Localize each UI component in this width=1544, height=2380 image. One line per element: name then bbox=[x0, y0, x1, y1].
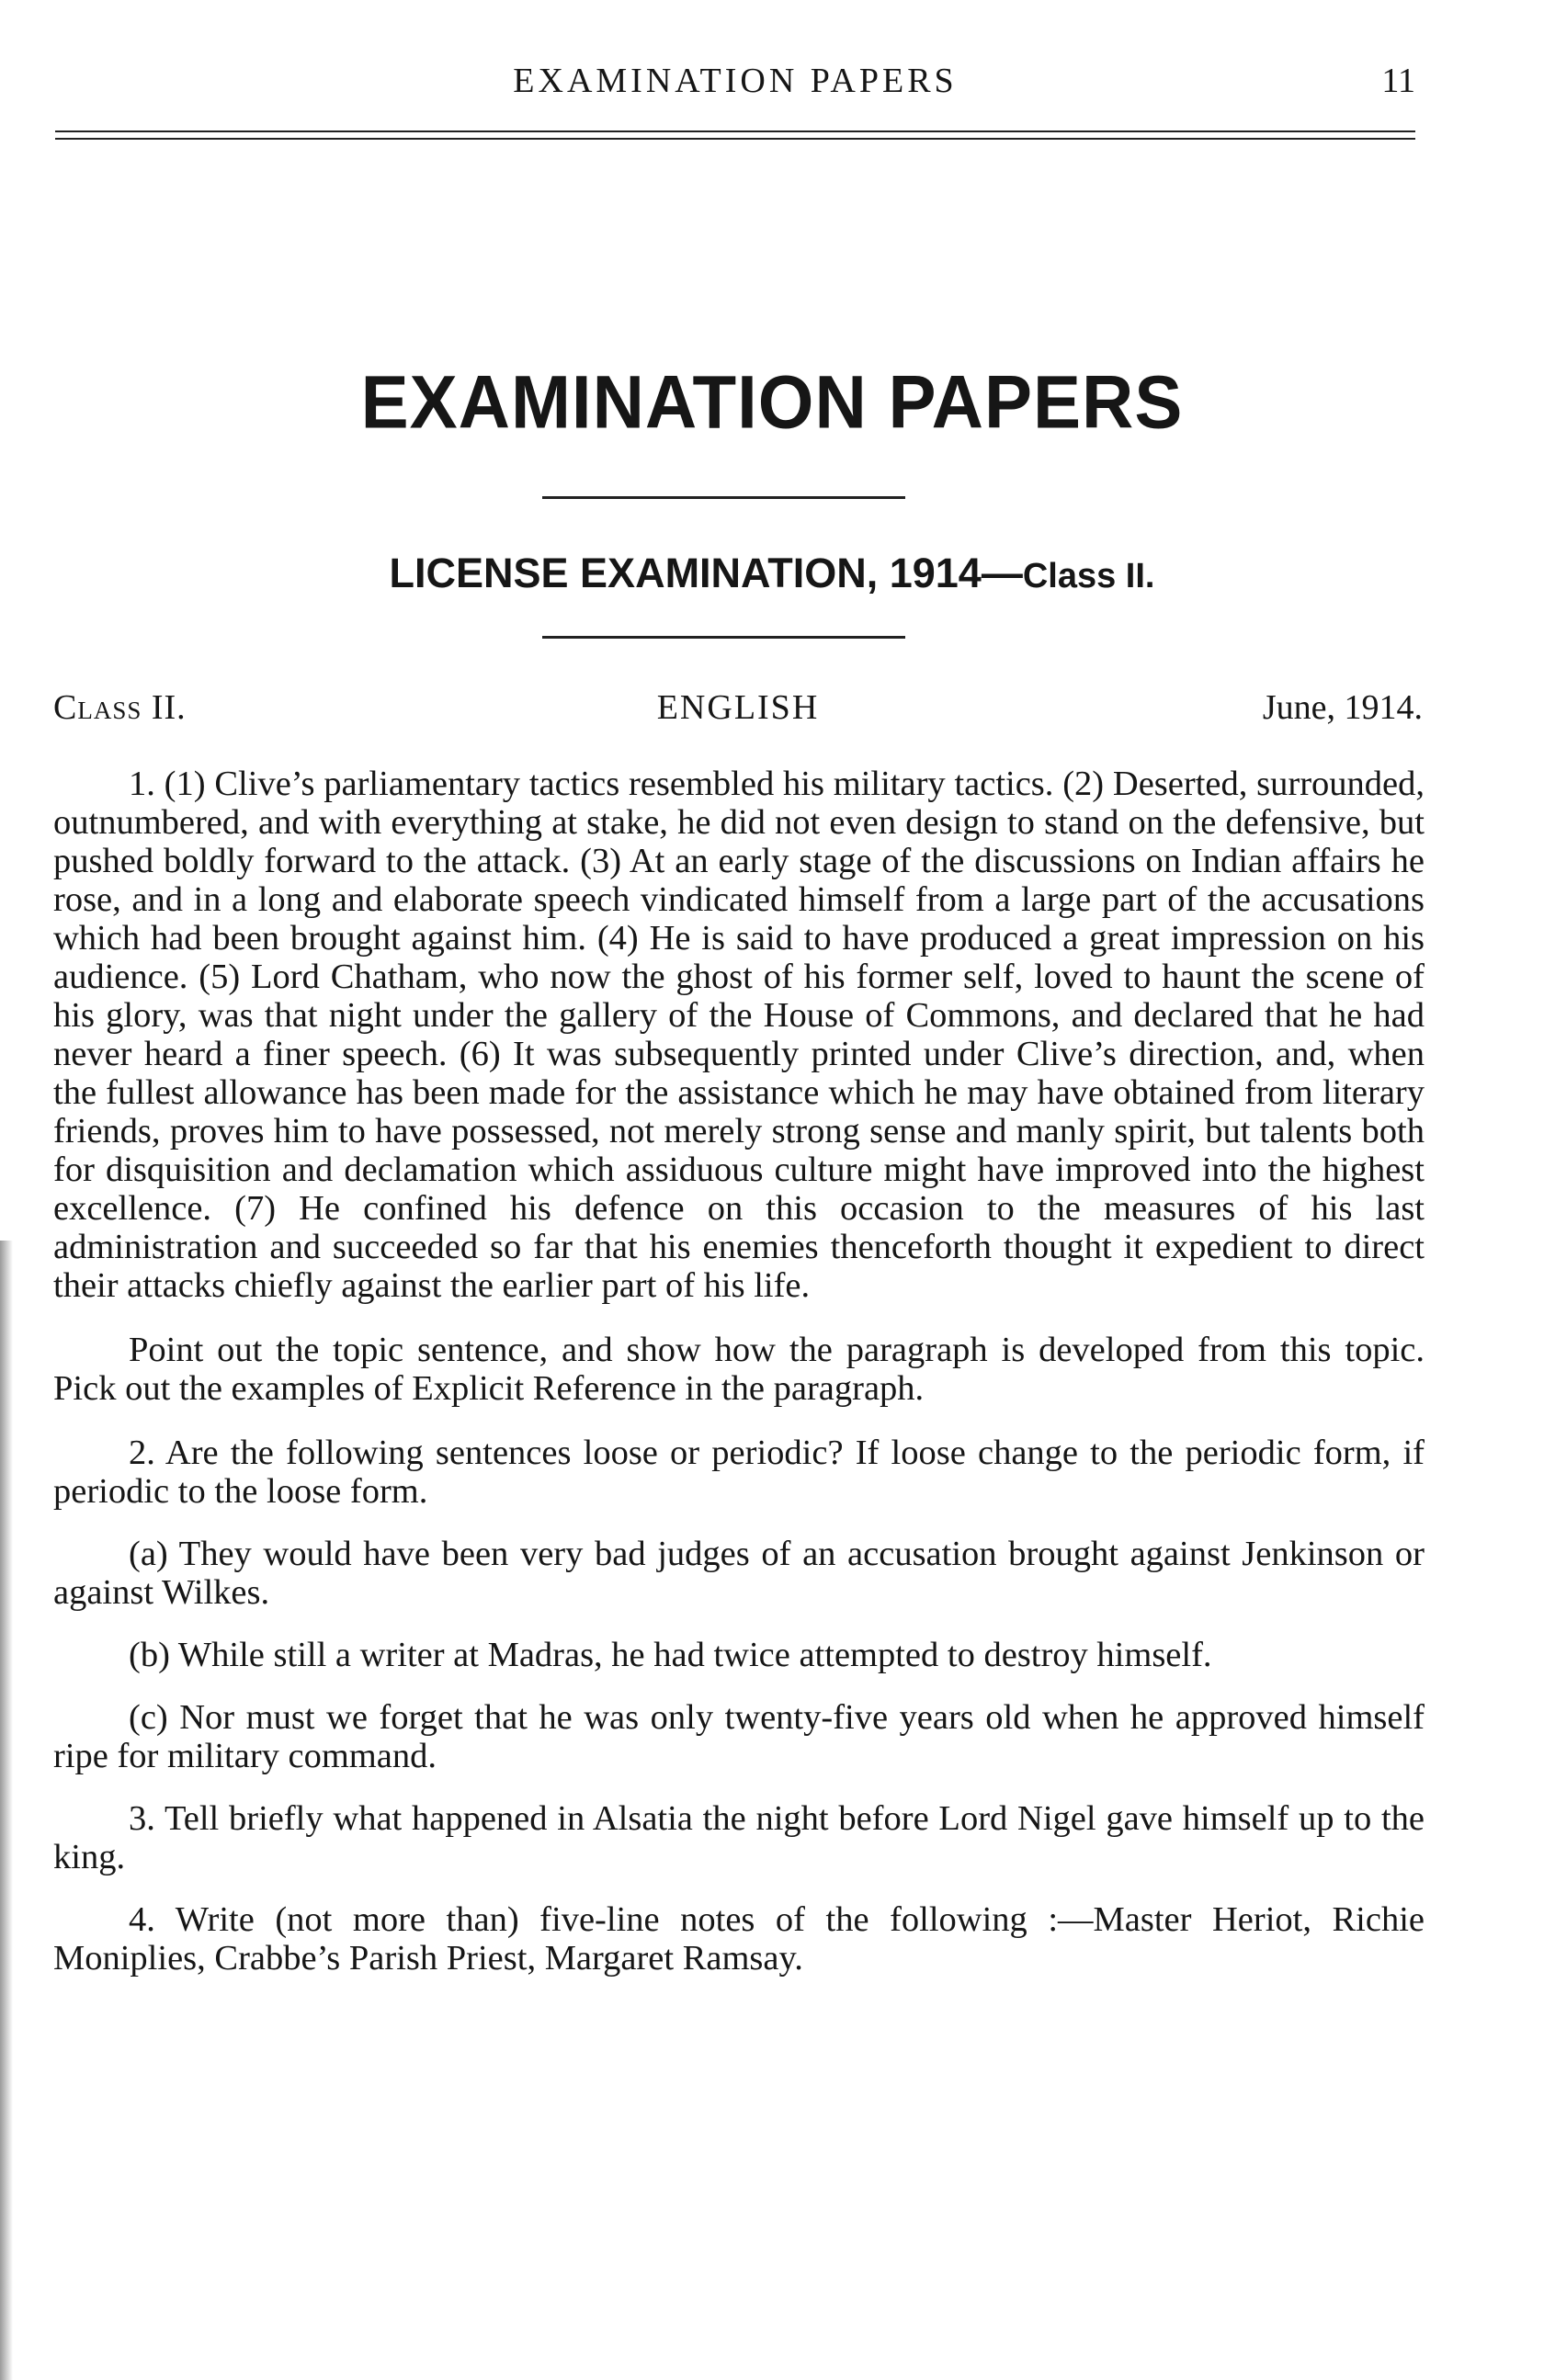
class-line bbox=[53, 687, 1423, 735]
question-1-passage: 1. (1) Clive’s parliamentary tactics resembled his military tactics. (2) Deserted, surrounded, outnumbered, and with everything at stake, he did not even design to stand on the defensive, but pushed boldly forward to the attack. (3) At an early stage of the discussions on Indian affairs he rose, and in a long and elaborate speech vindicated himself from a large part of the accusations which had been brought against him. (4) He is said to have produced a great impression on his audience. (5) Lord Chatham, who now the ghost of his former self, loved to haunt the scene of his glory, was that night under the gallery of the House of Commons, and declared that he had never heard a finer speech. (6) It was subsequently printed under Clive’s direction, and, when the fullest allowance has been made for the assistance which he may have obtained from literary friends, proves him to have possessed, not merely strong sense and manly spirit, but talents both for disquisition and declamation which assiduous culture might have improved into the highest excellence. (7) He confined his defence on this occasion to the measures of his last administration and succeeded so far that his enemies thenceforth thought it expedient to direct their attacks chiefly against the earlier part of his life. bbox=[53, 765, 1425, 1305]
question-2-sentence-c: (c) Nor must we forget that he was only twenty-five years old when he approved himself ripe for military command. bbox=[53, 1698, 1425, 1775]
question-2-sentence-a: (a) They would have been very bad judges of an accusation brought against Jenkinson or against Wilkes. bbox=[53, 1535, 1425, 1612]
running-header bbox=[55, 61, 1415, 107]
question-2-sentence-b: (b) While still a writer at Madras, he had twice attempted to destroy himself. bbox=[129, 1636, 1212, 1674]
question-3: 3. Tell briefly what happened in Alsatia the night before Lord Nigel gave himself up to the king. bbox=[53, 1799, 1425, 1876]
question-2: 2. Are the following sentences loose or periodic? If loose change to the periodic form, if periodic to the loose form. bbox=[53, 1434, 1425, 1511]
title-rule-top bbox=[542, 496, 905, 499]
subtitle-main: LICENSE EXAMINATION, 1914— bbox=[389, 550, 1023, 596]
title-rule-bottom bbox=[542, 636, 905, 639]
header-double-rule bbox=[55, 130, 1415, 140]
page-edge-shadow bbox=[0, 1241, 13, 2380]
exam-date: June, 1914. bbox=[1262, 688, 1423, 727]
exam-subtitle bbox=[0, 550, 1544, 597]
page-number: 11 bbox=[1381, 62, 1415, 100]
running-title: EXAMINATION PAPERS bbox=[513, 62, 958, 100]
exam-questions bbox=[53, 765, 1425, 2001]
subject-label: ENGLISH bbox=[656, 688, 820, 727]
page-title: EXAMINATION PAPERS bbox=[360, 358, 1184, 445]
question-4: 4. Write (not more than) five-line notes of the following :—Master Heriot, Richie Moniplies, Crabbe’s Parish Priest, Margaret Ramsay. bbox=[53, 1900, 1425, 1978]
class-label: Class II. bbox=[53, 688, 187, 727]
question-1-instructions: Point out the topic sentence, and show how the paragraph is developed from this topic. Pick out the examples of Explicit Reference in the paragraph. bbox=[53, 1331, 1425, 1408]
subtitle-class: Class II. bbox=[1022, 557, 1155, 595]
